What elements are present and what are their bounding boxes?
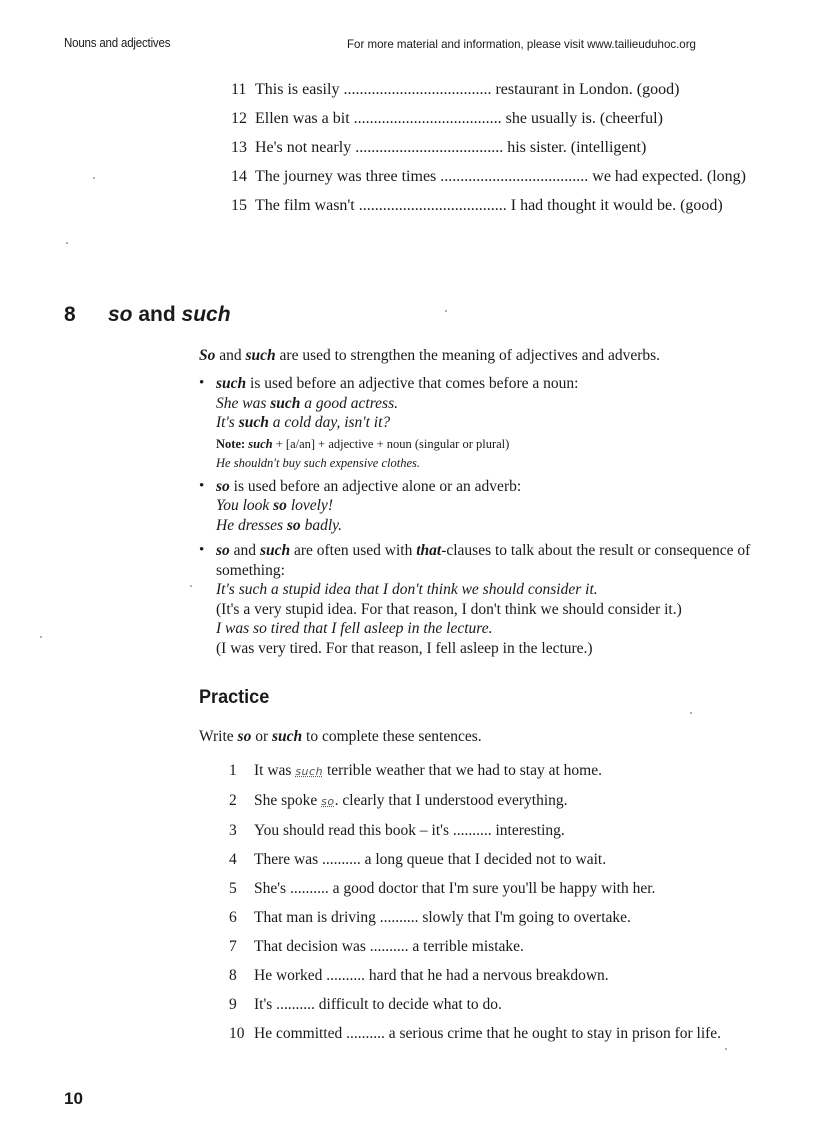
rule-bullets xyxy=(199,374,779,664)
item-number: 7 xyxy=(229,938,237,955)
item-text: He committed .......... a serious crime that he ought to stay in prison for life. xyxy=(254,1025,722,1042)
practice-item xyxy=(229,845,769,874)
exercise-text: The journey was three times ..................................... we had expected. (long) xyxy=(255,168,746,185)
rule-text: is used before an adjective that comes before a noun: xyxy=(246,375,579,392)
item-number: 8 xyxy=(229,967,237,984)
exercise-item xyxy=(231,162,771,191)
practice-item xyxy=(229,932,769,961)
running-header-left: Nouns and adjectives xyxy=(64,36,171,50)
item-number: 4 xyxy=(229,851,237,868)
section-title xyxy=(108,303,231,327)
exercise-number: 11 xyxy=(231,81,247,98)
exercise-text: The film wasn't ..................................... I had thought it would be. (good) xyxy=(255,197,723,214)
item-text: There was .......... a long queue that I decided not to wait. xyxy=(254,851,607,868)
item-number: 1 xyxy=(229,762,237,779)
running-header-right: For more material and information, please visit www.tailieuduhoc.org xyxy=(347,37,696,51)
keyword: such xyxy=(216,375,247,392)
item-text: He worked .......... hard that he had a nervous breakdown. xyxy=(254,967,609,984)
intro-text: and xyxy=(215,347,246,364)
example-sentence: It's such a cold day, isn't it? xyxy=(216,414,391,431)
rule-text: is used before an adjective alone or an adverb: xyxy=(229,477,522,495)
item-text: That decision was .......... a terrible mistake. xyxy=(254,938,524,955)
scan-speck xyxy=(690,712,692,714)
answer-blank-filled[interactable]: so xyxy=(321,795,335,808)
item-number: 6 xyxy=(229,909,237,926)
intro-keyword-so: So xyxy=(199,347,216,364)
item-number: 3 xyxy=(229,822,237,839)
bullet-so xyxy=(199,477,779,536)
practice-instruction: Write so or such to complete these sentences. xyxy=(199,728,482,745)
scan-speck xyxy=(190,585,192,587)
practice-heading: Practice xyxy=(199,687,270,708)
item-number: 2 xyxy=(229,792,237,809)
exercise-number: 15 xyxy=(231,197,247,214)
scan-speck xyxy=(93,177,95,179)
practice-item xyxy=(229,961,769,990)
example-explanation: (I was very tired. For that reason, I fell asleep in the lecture.) xyxy=(216,639,593,657)
scan-speck xyxy=(445,310,447,312)
example-explanation: (It's a very stupid idea. For that reason, I don't think we should consider it.) xyxy=(216,600,682,618)
item-text: That man is driving .......... slowly that I'm going to overtake. xyxy=(254,909,631,926)
scan-speck xyxy=(66,242,68,244)
answer-blank-filled[interactable]: such xyxy=(295,765,324,778)
exercise-number: 14 xyxy=(231,168,247,185)
intro-paragraph xyxy=(199,345,779,367)
practice-item xyxy=(229,990,769,1019)
bullet-that-clauses: • so and such are often used with that-clauses to talk about the result or consequence of something: It's such a stupid idea that I don't think we should consider it. (It's a very stupid idea. For that reason, I don't think we should consider it.) I was so tired that I fell asleep in the lecture. (I was very tired. For that reason, I fell asleep in the lecture.) xyxy=(199,541,779,658)
example-sentence: It's such a stupid idea that I don't think we should consider it. xyxy=(216,581,598,598)
scan-speck xyxy=(40,636,42,638)
scan-speck xyxy=(725,1048,727,1050)
practice-list xyxy=(229,756,769,1048)
bullet-such xyxy=(199,374,779,471)
section-title-such: such xyxy=(181,303,231,326)
item-number: 10 xyxy=(229,1025,245,1042)
example-sentence: He dresses so badly. xyxy=(216,516,343,534)
item-text: It's .......... difficult to decide what to do. xyxy=(254,996,502,1013)
item-number: 9 xyxy=(229,996,237,1013)
item-number: 5 xyxy=(229,880,237,897)
practice-item xyxy=(229,1019,769,1048)
keyword: so xyxy=(216,477,230,495)
section-title-and: and xyxy=(132,303,182,326)
page-number: 10 xyxy=(64,1089,83,1108)
exercise-text: Ellen was a bit ..................................... she usually is. (cheerful) xyxy=(255,110,663,127)
item-text: She's .......... a good doctor that I'm sure you'll be happy with her. xyxy=(254,880,656,897)
exercise-text: He's not nearly ..................................... his sister. (intelligent) xyxy=(255,139,647,156)
note-example: He shouldn't buy such expensive clothes. xyxy=(216,455,421,470)
exercise-number: 12 xyxy=(231,110,247,127)
example-sentence: She was such a good actress. xyxy=(216,394,398,412)
practice-item xyxy=(229,903,769,932)
example-sentence: I was so tired that I fell asleep in the lecture. xyxy=(216,620,493,637)
section-number: 8 xyxy=(64,303,76,326)
exercise-item xyxy=(231,191,771,220)
practice-item xyxy=(229,874,769,903)
section-title-so: so xyxy=(108,303,133,326)
item-text: You should read this book – it's .......... interesting. xyxy=(254,822,565,839)
previous-exercise-list xyxy=(231,75,771,220)
exercise-item xyxy=(231,75,771,104)
exercise-item xyxy=(231,104,771,133)
note: Note: such + [a/an] + adjective + noun (singular or plural) xyxy=(216,436,510,451)
exercise-item xyxy=(231,133,771,162)
practice-item xyxy=(229,816,769,845)
practice-item: 1 It was such terrible weather that we had to stay at home. xyxy=(229,756,769,786)
example-sentence: You look so lovely! xyxy=(216,497,333,514)
intro-keyword-such: such xyxy=(245,347,276,364)
exercise-number: 13 xyxy=(231,139,247,156)
practice-item: 2 She spoke so. clearly that I understood everything. xyxy=(229,786,769,816)
exercise-text: This is easily ..................................... restaurant in London. (good) xyxy=(255,81,680,98)
intro-text: are used to strengthen the meaning of adjectives and adverbs. xyxy=(275,347,661,364)
